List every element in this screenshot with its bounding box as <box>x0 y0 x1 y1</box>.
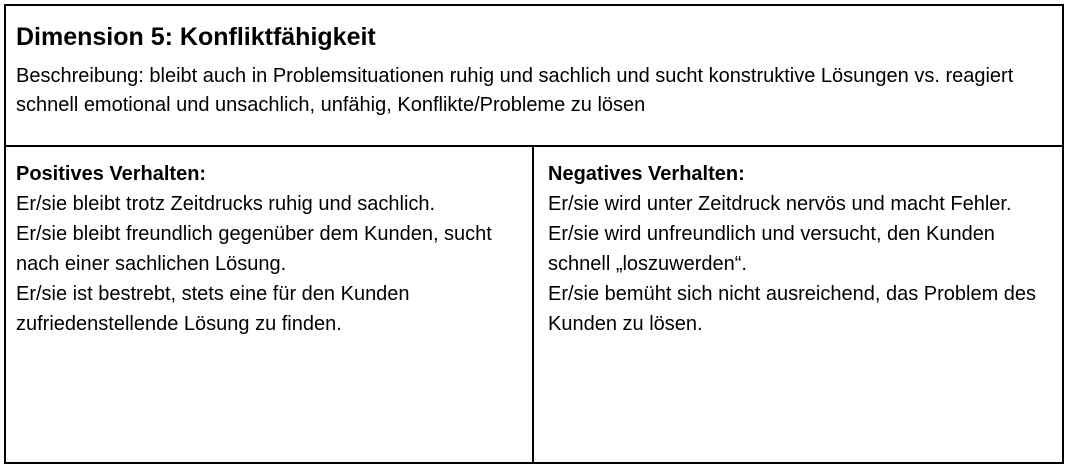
behavior-statement: Er/sie bemüht sich nicht ausreichend, das Problem des Kunden zu lösen. <box>548 283 1037 335</box>
positive-behavior-heading: Positives Verhalten: <box>16 163 207 185</box>
dimension-table <box>4 4 1064 464</box>
behavior-statement: Er/sie ist bestrebt, stets eine für den Kunden zufriedenstellende Lösung zu finden. <box>16 283 410 335</box>
positive-behavior-cell <box>6 147 534 462</box>
negative-behavior-text <box>548 189 1053 339</box>
behavior-statement: Er/sie bleibt trotz Zeitdrucks ruhig und sachlich. <box>16 193 436 215</box>
behavior-statement: Er/sie wird unter Zeitdruck nervös und macht Fehler. <box>548 193 1012 215</box>
negative-behavior-heading: Negatives Verhalten: <box>548 163 745 185</box>
dimension-description: Beschreibung: bleibt auch in Problemsituationen ruhig und sachlich und sucht konstruktive Lösungen vs. reagiert schnell emotional und unsachlich, unfähig, Konflikte/Probleme zu lösen <box>16 65 1014 116</box>
negative-behavior-cell <box>534 147 1062 462</box>
positive-behavior-text <box>16 189 522 339</box>
behavior-statement: Er/sie bleibt freundlich gegenüber dem Kunden, sucht nach einer sachlichen Lösung. <box>16 223 492 275</box>
dimension-title: Dimension 5: Konfliktfähigkeit <box>16 23 376 51</box>
dimension-header <box>6 6 1062 147</box>
behavior-statement: Er/sie wird unfreundlich und versucht, den Kunden schnell „loszuwerden“. <box>548 223 995 275</box>
